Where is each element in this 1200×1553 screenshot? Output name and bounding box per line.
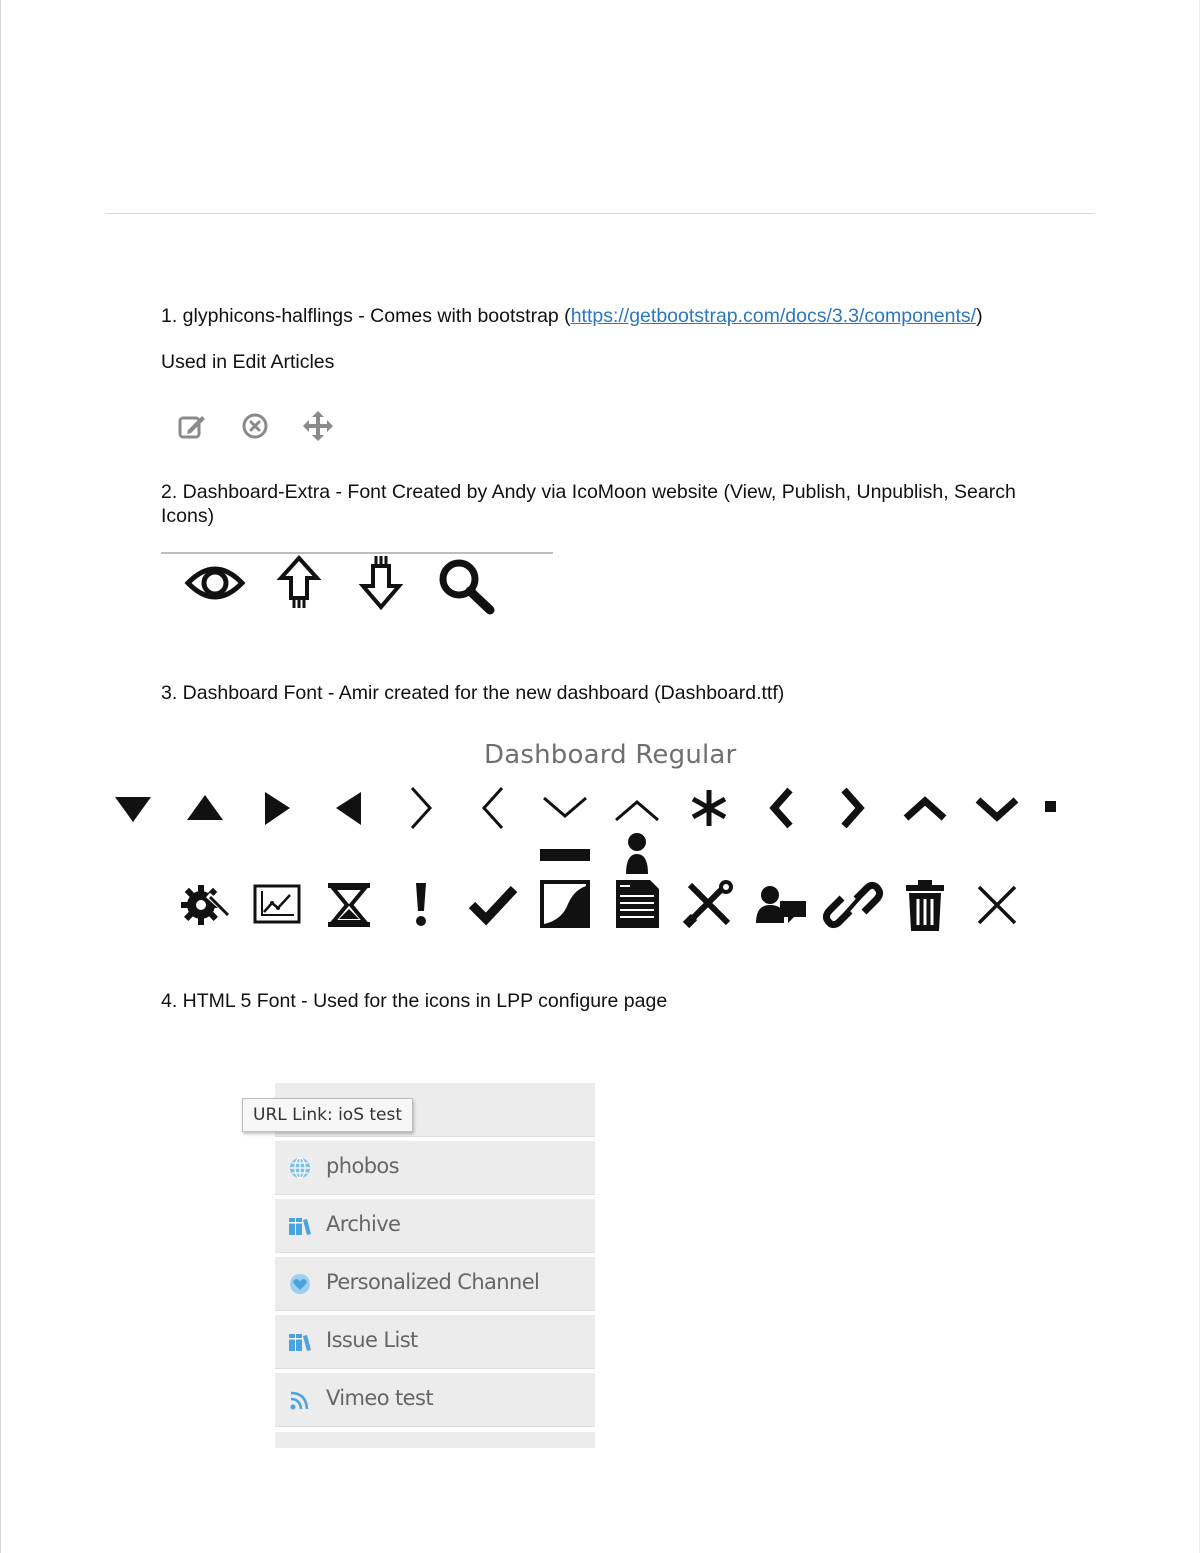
line-chart-icon [244,875,310,935]
section-1-subtext: Used in Edit Articles [161,351,335,373]
menu-item-archive[interactable] [275,1199,595,1253]
font-preview-title: Dashboard Regular [484,740,737,770]
triangle-down-icon [100,780,166,840]
heart-badge-icon [287,1272,313,1296]
section-1-heading-prefix: 1. glyphicons-halflings - Comes with bootstrap ( [161,305,571,327]
exclamation-icon [388,875,454,935]
section-2-heading: 2. Dashboard-Extra - Font Created by Andy via IcoMoon website (View, Publish, Unpublish, Search Icons) [161,481,1016,527]
menu-item-label: Vimeo test [326,1386,433,1410]
remove-circle-icon [235,406,275,446]
publish-arrow-up-icon [264,550,334,620]
checkmark-icon [460,875,526,935]
rss-icon [287,1388,313,1412]
trash-icon [892,875,958,935]
globe-icon [287,1156,313,1180]
close-x-icon [964,875,1030,935]
broken-link-icon [820,875,886,935]
hourglass-icon [316,875,382,935]
user-document-icon [604,830,670,935]
menu-item-personalized-channel[interactable] [275,1257,595,1311]
minimize-window-icon [532,830,598,935]
url-link-tooltip: URL Link: ioS test [242,1098,413,1132]
unpublish-arrow-down-icon [346,550,416,620]
eye-icon [180,550,250,620]
menu-item-phobos[interactable] [275,1141,595,1195]
bootstrap-components-link[interactable]: https://getbootstrap.com/docs/3.3/components/ [570,305,977,327]
dashboard-icons-row-2 [170,830,1050,935]
horizontal-rule [106,213,1094,214]
menu-item-issue-list[interactable] [275,1315,595,1369]
menu-item-label: Issue List [326,1328,418,1352]
search-icon [430,550,500,620]
books-icon [287,1330,313,1354]
menu-item-partial [275,1432,595,1448]
menu-item-label: Archive [326,1212,401,1236]
move-icon [298,406,338,446]
section-3-heading: 3. Dashboard Font - Amir created for the new dashboard (Dashboard.ttf) [161,682,785,704]
lpp-menu-list [275,1083,595,1448]
section-1-heading [161,304,983,328]
section-4-heading: 4. HTML 5 Font - Used for the icons in LPP configure page [161,990,668,1012]
wrench-screwdriver-icon [676,875,742,935]
user-chat-icon [748,875,814,935]
menu-item-label: phobos [326,1154,400,1178]
gear-tools-icon [172,875,238,935]
menu-item-label: Personalized Channel [326,1270,540,1294]
edit-icon [172,406,212,446]
menu-item-vimeo-test[interactable] [275,1373,595,1427]
books-icon [287,1214,313,1238]
section-2-icons [160,550,560,620]
section-1-heading-suffix: ) [976,305,983,327]
